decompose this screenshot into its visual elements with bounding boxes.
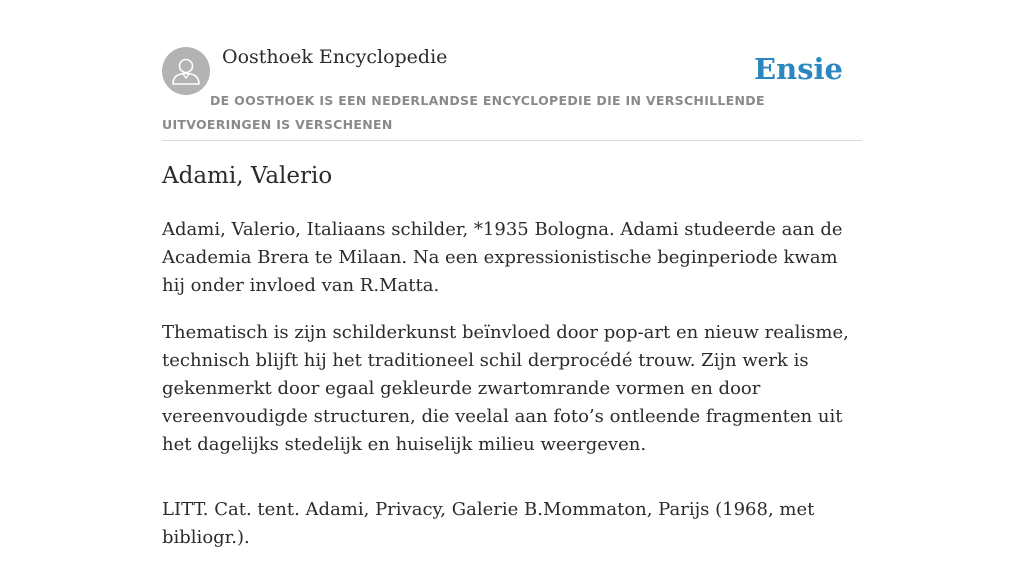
site-name[interactable]: Oosthoek Encyclopedie — [222, 46, 448, 68]
user-silhouette-icon — [162, 47, 210, 95]
page-container — [162, 0, 862, 548]
article-paragraph: Adami, Valerio, Italiaans schilder, *1935 Bologna. Adami studeerde aan de Academia Brera te Milaan. Na een expressionistische beginperiode kwam hij onder invloed van R.Matta. — [162, 219, 843, 296]
article-body — [162, 216, 862, 571]
article-references: LITT. Cat. tent. Adami, Privacy, Galerie B.Mommaton, Parijs (1968, met bibliogr.). — [162, 499, 815, 548]
brand-logo[interactable]: Ensie — [754, 52, 843, 86]
article-title: Adami, Valerio — [162, 163, 333, 189]
article-paragraph: Thematisch is zijn schilderkunst beïnvloed door pop-art en nieuw realisme, technisch blijft hij het traditioneel schil derprocédé trouw. Zijn werk is gekenmerkt door egaal gekleurde zwartomrande vormen en door vereenvoudigde structuren, die veelal aan foto’s ontleende fragmenten uit het dagelijks stedelijk en huiselijk milieu weergeven. — [162, 322, 849, 455]
site-header — [162, 0, 862, 141]
avatar[interactable] — [162, 47, 210, 95]
site-tagline: DE OOSTHOEK IS EEN NEDERLANDSE ENCYCLOPEDIE DIE IN VERSCHILLENDE UITVOERINGEN IS VERSCHENEN — [162, 93, 765, 132]
